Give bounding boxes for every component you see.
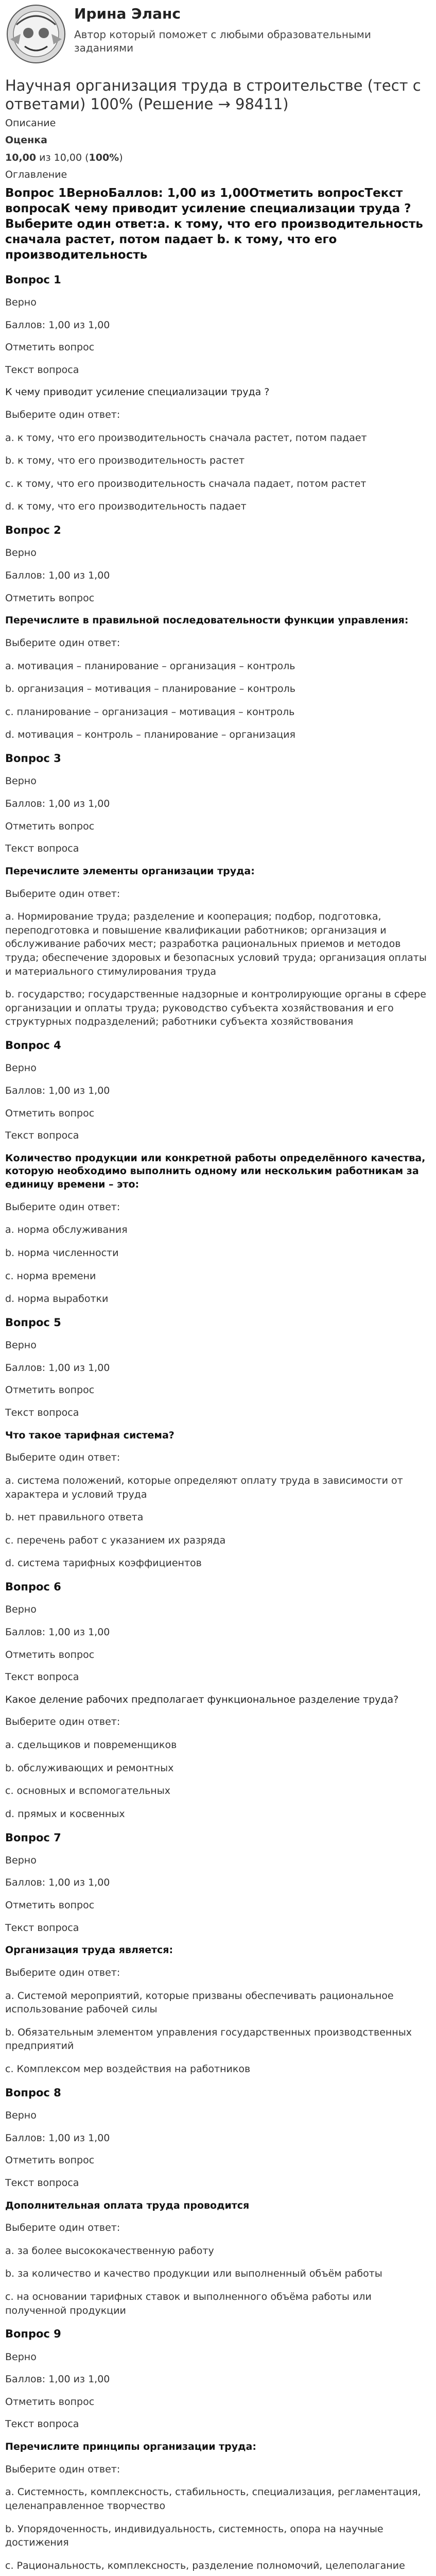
answer-option[interactable]: b. Обязательным элементом управления государственных производственных предприятий — [5, 2026, 412, 2052]
question-block — [5, 1580, 431, 1821]
answer-option[interactable]: d. норма выработки — [5, 1293, 109, 1305]
question-status: Верно — [5, 1062, 37, 1074]
answer-option[interactable]: a. сдельщиков и повременщиков — [5, 1739, 177, 1751]
question-text-label: Текст вопроса — [5, 2418, 79, 2430]
answer-option[interactable]: d. к тому, что его производительность падает — [5, 501, 247, 513]
answer-option[interactable]: c. планирование – организация – мотивация – контроль — [5, 706, 295, 718]
answer-option[interactable]: a. норма обслуживания — [5, 1224, 128, 1236]
answer-option[interactable]: b. Упорядоченность, индивидуальность, системность, опора на научные достижения — [5, 2523, 383, 2549]
answer-option[interactable]: a. к тому, что его производительность сначала растет, потом падает — [5, 432, 367, 444]
questions-list — [5, 273, 431, 2576]
answer-option[interactable]: c. к тому, что его производительность сначала падает, потом растет — [5, 478, 367, 489]
question-text: Количество продукции или конкретной работы определённого качества, которую необходимо выполнить одному или нескольким работникам за единицу времени – это: — [5, 1152, 426, 1191]
flag-question-link[interactable]: Отметить вопрос — [5, 1384, 95, 1396]
choose-one-label: Выберите один ответ: — [5, 1452, 120, 1464]
answer-option[interactable]: c. перечень работ с указанием их разряда — [5, 1534, 226, 1546]
question-block — [5, 751, 431, 1029]
answer-option[interactable]: d. прямых и косвенных — [5, 1808, 125, 1820]
question-score: Баллов: 1,00 из 1,00 — [5, 319, 110, 331]
question-status: Верно — [5, 2110, 37, 2121]
question-text: Что такое тарифная система? — [5, 1429, 175, 1441]
grade-label: Оценка — [5, 134, 47, 146]
grade-score: 10,00 — [5, 151, 37, 163]
description-label: Описание — [5, 117, 56, 129]
answer-option[interactable]: c. Комплексом мер воздействия на работников — [5, 2063, 251, 2075]
answer-options — [5, 2244, 431, 2317]
question-title: Вопрос 8 — [5, 2086, 61, 2099]
author-text — [74, 3, 431, 55]
question-title: Вопрос 7 — [5, 1831, 61, 1844]
question-text: К чему приводит усиление специализации труда ? — [5, 386, 270, 398]
question-title: Вопрос 1 — [5, 273, 61, 286]
answer-options — [5, 431, 431, 514]
answer-option[interactable]: a. мотивация – планирование – организация – контроль — [5, 660, 295, 672]
choose-one-label: Выберите один ответ: — [5, 637, 120, 649]
choose-one-label: Выберите один ответ: — [5, 2222, 120, 2234]
grade-percent: 100% — [89, 151, 119, 163]
answer-option[interactable]: b. норма численности — [5, 1247, 119, 1259]
question-title: Вопрос 2 — [5, 524, 61, 537]
toc-label: Оглавление — [5, 169, 67, 181]
question-text-label: Текст вопроса — [5, 364, 79, 376]
question-status: Верно — [5, 1854, 37, 1866]
answer-options — [5, 2485, 431, 2572]
answer-option[interactable]: b. организация – мотивация – планирование – контроль — [5, 683, 295, 695]
quiz-header: Вопрос 1ВерноБаллов: 1,00 из 1,00Отметить вопросТекст вопросаК чему приводит усиление специализации труда ?Выберите один ответ:a. к тому, что его производительность сначала растет, потом падает b. к тому, что его производительность — [5, 187, 423, 262]
answer-options — [5, 910, 431, 1029]
answer-option[interactable]: d. система тарифных коэффициентов — [5, 1557, 202, 1569]
question-score: Баллов: 1,00 из 1,00 — [5, 2132, 110, 2144]
author-name[interactable]: Ирина Эланс — [74, 5, 181, 22]
question-text: Перечислите в правильной последовательности функции управления: — [5, 615, 409, 626]
document-title: Научная организация труда в строительстве (тест с ответами) 100% (Решение → 98411) — [5, 77, 421, 113]
question-status: Верно — [5, 2351, 37, 2363]
question-title: Вопрос 9 — [5, 2328, 61, 2341]
answer-options — [5, 1738, 431, 1821]
answer-option[interactable]: c. на основании тарифных ставок и выполненного объёма работы или полученной продукции — [5, 2291, 372, 2316]
question-title: Вопрос 6 — [5, 1580, 61, 1593]
question-status: Верно — [5, 1604, 37, 1616]
answer-option[interactable]: a. Системность, комплексность, стабильность, специализация, регламентация, целенаправленное творчество — [5, 2486, 421, 2512]
flag-question-link[interactable]: Отметить вопрос — [5, 592, 95, 604]
question-block — [5, 2327, 431, 2572]
question-score: Баллов: 1,00 из 1,00 — [5, 1626, 110, 1638]
avatar[interactable] — [5, 3, 67, 65]
question-title: Вопрос 3 — [5, 752, 61, 765]
answer-option[interactable]: b. нет правильного ответа — [5, 1512, 144, 1523]
answer-option[interactable]: a. система положений, которые определяют оплату труда в зависимости от характера и условий труда — [5, 1475, 403, 1500]
question-status: Верно — [5, 296, 37, 308]
flag-question-link[interactable]: Отметить вопрос — [5, 1900, 95, 1911]
answer-option[interactable]: b. к тому, что его производительность растет — [5, 455, 245, 467]
choose-one-label: Выберите один ответ: — [5, 409, 120, 421]
choose-one-label: Выберите один ответ: — [5, 1967, 120, 1979]
question-block — [5, 1038, 431, 1306]
answer-options — [5, 1474, 431, 1570]
question-status: Верно — [5, 547, 37, 559]
answer-option[interactable]: a. за более высококачественную работу — [5, 2245, 214, 2257]
answer-option[interactable]: b. государство; государственные надзорные и контролирующие органы в сфере организации и оплаты труда; руководство субъекта хозяйствования и его структурных подразделений; работники субъекта хозяйствования — [5, 989, 426, 1028]
question-score: Баллов: 1,00 из 1,00 — [5, 798, 110, 809]
answer-option[interactable]: a. Системой мероприятий, которые призваны обеспечивать рациональное использование рабочей силы — [5, 1990, 394, 2015]
question-text-label: Текст вопроса — [5, 1130, 79, 1142]
answer-option[interactable]: b. за количество и качество продукции или выполненный объём работы — [5, 2268, 382, 2280]
question-text: Перечислите элементы организации труда: — [5, 865, 255, 877]
question-text-label: Текст вопроса — [5, 2177, 79, 2189]
question-title: Вопрос 4 — [5, 1039, 61, 1052]
flag-question-link[interactable]: Отметить вопрос — [5, 342, 95, 353]
question-title: Вопрос 5 — [5, 1316, 61, 1329]
question-score: Баллов: 1,00 из 1,00 — [5, 1084, 110, 1096]
flag-question-link[interactable]: Отметить вопрос — [5, 1107, 95, 1119]
question-text: Какое деление рабочих предполагает функциональное разделение труда? — [5, 1693, 399, 1705]
question-text: Перечислите принципы организации труда: — [5, 2441, 256, 2453]
author-card — [5, 3, 431, 65]
flag-question-link[interactable]: Отметить вопрос — [5, 2396, 95, 2408]
answer-option[interactable]: b. обслуживающих и ремонтных — [5, 1762, 174, 1774]
question-text-label: Текст вопроса — [5, 843, 79, 855]
question-score: Баллов: 1,00 из 1,00 — [5, 570, 110, 582]
answer-options — [5, 1989, 431, 2076]
question-block — [5, 523, 431, 742]
choose-one-label: Выберите один ответ: — [5, 2463, 120, 2475]
question-score: Баллов: 1,00 из 1,00 — [5, 1362, 110, 1374]
question-block — [5, 1315, 431, 1570]
question-text-label: Текст вопроса — [5, 1922, 79, 1934]
question-text: Дополнительная оплата труда проводится — [5, 2199, 250, 2211]
question-score: Баллов: 1,00 из 1,00 — [5, 2374, 110, 2385]
question-status: Верно — [5, 1340, 37, 1351]
question-text: Организация труда является: — [5, 1944, 173, 1956]
flag-question-link[interactable]: Отметить вопрос — [5, 1649, 95, 1660]
grade-value — [5, 151, 431, 165]
question-block — [5, 1831, 431, 2076]
answer-options — [5, 1223, 431, 1306]
question-text-label: Текст вопроса — [5, 1407, 79, 1419]
question-text-label: Текст вопроса — [5, 1671, 79, 1683]
answer-option[interactable]: a. Нормирование труда; разделение и кооперация; подбор, подготовка, переподготовка и повышение квалификации работников; организация и обслуживание рабочих мест; разработка рациональных приемов и методов труда; обеспечение здоровых и безопасных условий труда; организация оплаты и материального стимулирования труда — [5, 911, 427, 977]
choose-one-label: Выберите один ответ: — [5, 1716, 120, 1728]
question-score: Баллов: 1,00 из 1,00 — [5, 1877, 110, 1889]
answer-option[interactable]: c. норма времени — [5, 1270, 96, 1282]
answer-option[interactable]: d. мотивация – контроль – планирование – организация — [5, 729, 295, 741]
grade-of: из 10,00 ( — [36, 151, 89, 163]
author-description: Автор который поможет с любыми образовательными заданиями — [74, 28, 371, 54]
answer-option[interactable]: c. Рациональность, комплексность, разделение полномочий, целеполагание — [5, 2560, 405, 2571]
answer-option[interactable]: c. основных и вспомогательных — [5, 1785, 170, 1797]
answer-options — [5, 659, 431, 742]
question-block — [5, 273, 431, 514]
choose-one-label: Выберите один ответ: — [5, 888, 120, 900]
flag-question-link[interactable]: Отметить вопрос — [5, 2155, 95, 2166]
grade-close: ) — [119, 151, 123, 163]
flag-question-link[interactable]: Отметить вопрос — [5, 820, 95, 832]
question-status: Верно — [5, 775, 37, 787]
question-block — [5, 2086, 431, 2318]
choose-one-label: Выберите один ответ: — [5, 1201, 120, 1213]
